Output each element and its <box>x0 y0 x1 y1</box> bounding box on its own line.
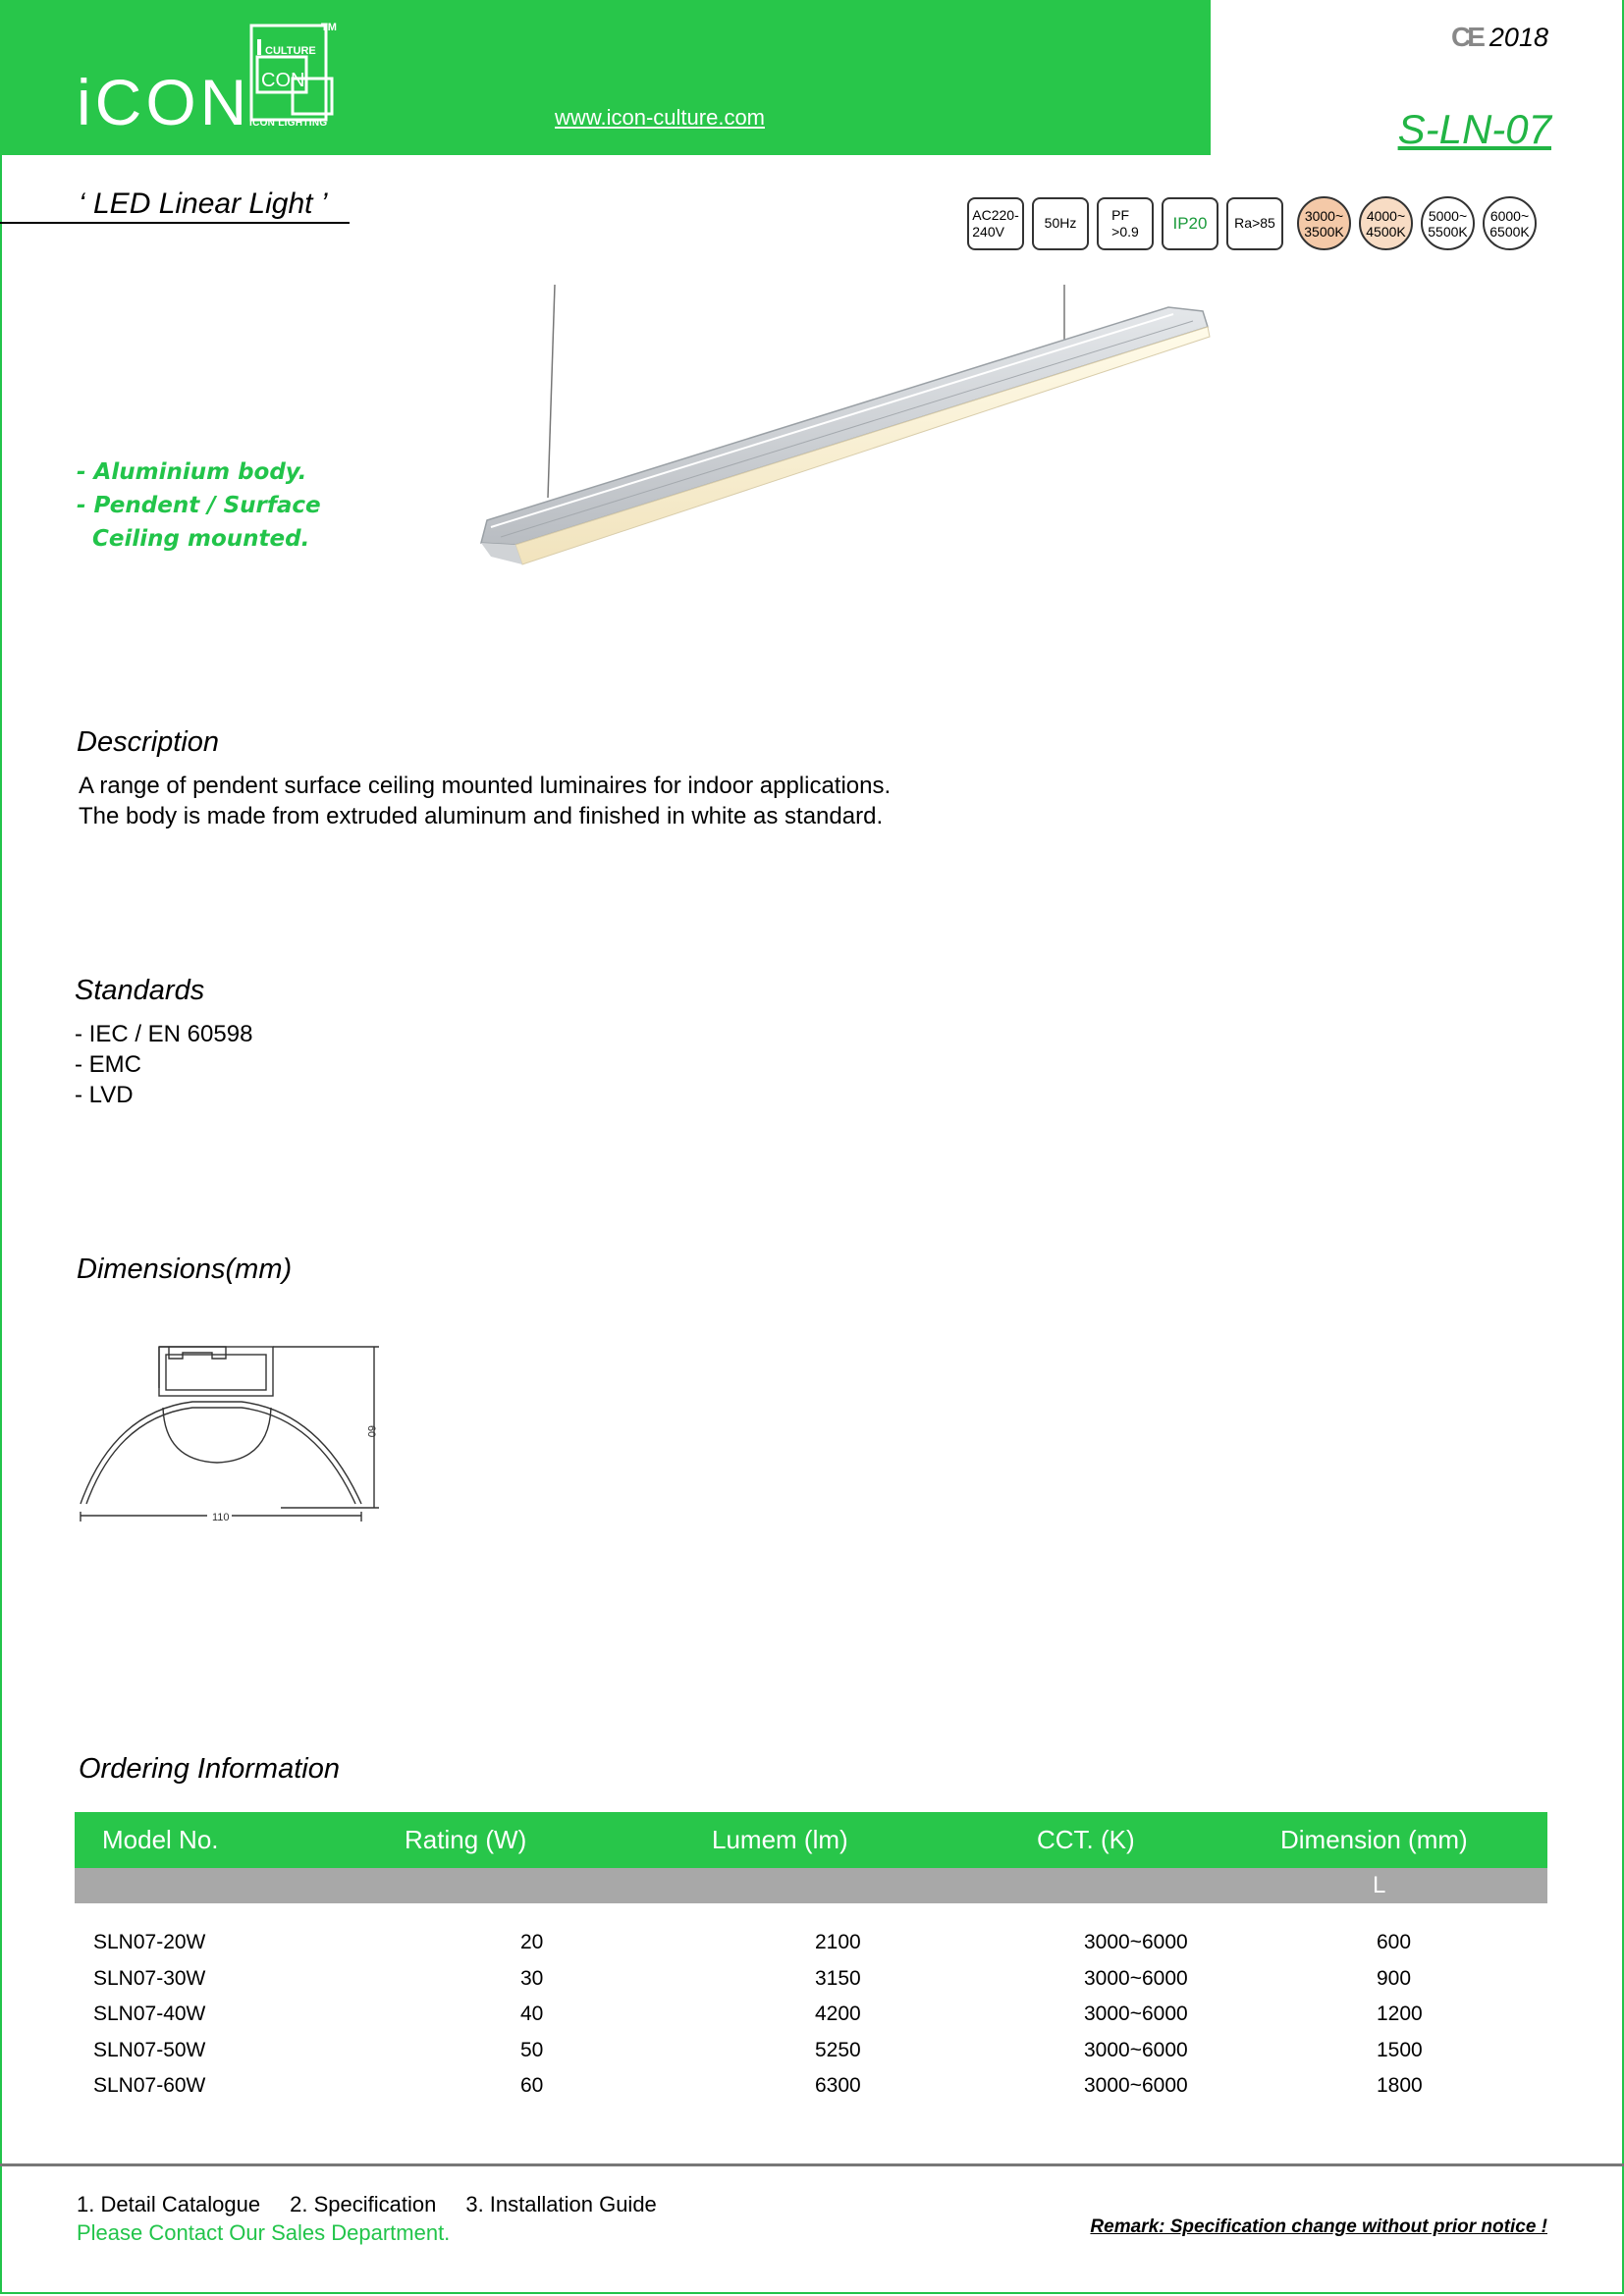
standards-list <box>75 1019 252 1110</box>
cell-cct: 3000~6000 <box>1084 2074 1188 2098</box>
cross-section-drawing <box>75 1343 379 1522</box>
cell-model: SLN07-30W <box>93 1966 206 1990</box>
cct-badge-5000: 5000~ 5500K <box>1421 196 1475 250</box>
website-link[interactable]: www.icon-culture.com <box>555 105 765 130</box>
cell-model: SLN07-20W <box>93 1931 206 1954</box>
column-header-model: Model No. <box>102 1825 219 1854</box>
column-header-cct: CCT. (K) <box>1037 1825 1135 1854</box>
standard-item: - LVD <box>75 1082 134 1108</box>
cell-model: SLN07-50W <box>93 2038 206 2061</box>
voltage-badge: AC220- 240V <box>967 197 1024 250</box>
cct-badge-3000: 3000~ 3500K <box>1297 196 1351 250</box>
cell-dimension: 1800 <box>1377 2074 1423 2098</box>
description-body <box>79 771 891 831</box>
table-header-row <box>75 1812 1547 1868</box>
logo-caption: ICON LIGHTING <box>249 118 328 129</box>
cell-rating: 30 <box>520 1966 544 1990</box>
cell-rating: 40 <box>520 2002 544 2026</box>
table-row <box>75 2033 1547 2069</box>
table-body <box>75 1925 1547 2105</box>
footer-divider <box>0 2163 1624 2166</box>
ordering-table <box>75 1812 1547 2105</box>
cell-lumen: 3150 <box>815 1966 861 1990</box>
feature-item: - Aluminium body. <box>77 459 307 485</box>
brand-name: iCON <box>77 66 251 138</box>
cell-cct: 3000~6000 <box>1084 1931 1188 1954</box>
footer-contact-note: Please Contact Our Sales Department. <box>77 2220 451 2245</box>
cell-rating: 50 <box>520 2038 544 2061</box>
header-banner <box>0 0 1211 155</box>
cell-cct: 3000~6000 <box>1084 2038 1188 2061</box>
table-row <box>75 1997 1547 2033</box>
column-header-dimension: Dimension (mm) <box>1280 1825 1468 1854</box>
cell-model: SLN07-40W <box>93 2002 206 2026</box>
cell-lumen: 5250 <box>815 2038 861 2061</box>
power-factor-badge: PF >0.9 <box>1097 197 1154 250</box>
cell-cct: 3000~6000 <box>1084 2002 1188 2026</box>
cell-rating: 20 <box>520 1931 544 1954</box>
column-header-rating: Rating (W) <box>405 1825 527 1854</box>
detail-catalogue-link[interactable]: 1. Detail Catalogue <box>77 2192 261 2216</box>
description-heading: Description <box>77 726 220 758</box>
cell-dimension: 900 <box>1377 1966 1412 1990</box>
table-row <box>75 1961 1547 1998</box>
description-line: The body is made from extruded aluminum and finished in white as standard. <box>79 803 884 829</box>
dimensions-heading: Dimensions(mm) <box>77 1254 293 1285</box>
column-subheader-length: L <box>1373 1872 1386 1898</box>
cell-model: SLN07-60W <box>93 2074 206 2098</box>
spec-badges <box>967 196 1537 250</box>
frequency-badge: 50Hz <box>1032 197 1089 250</box>
specification-link[interactable]: 2. Specification <box>290 2192 437 2216</box>
cell-lumen: 2100 <box>815 1931 861 1954</box>
product-photo <box>461 280 1227 574</box>
icon-culture-logo <box>247 22 338 130</box>
ordering-heading: Ordering Information <box>79 1753 340 1785</box>
ce-mark-icon: CE <box>1451 22 1482 52</box>
feature-list <box>77 455 321 556</box>
cct-badge-6000: 6000~ 6500K <box>1483 196 1537 250</box>
cct-badge-4000: 4000~ 4500K <box>1359 196 1413 250</box>
feature-item: Ceiling mounted. <box>77 526 310 552</box>
cell-lumen: 6300 <box>815 2074 861 2098</box>
description-line: A range of pendent surface ceiling mounted luminaires for indoor applications. <box>79 773 892 799</box>
footer-remark: Remark: Specification change without prior notice ! <box>1090 2216 1547 2237</box>
height-dimension-label: 60 <box>365 1425 377 1438</box>
cell-rating: 60 <box>520 2074 544 2098</box>
cell-dimension: 600 <box>1377 1931 1412 1954</box>
footer-document-links <box>77 2192 657 2217</box>
logo-con-text: CON <box>261 70 305 91</box>
ip-rating-badge: IP20 <box>1162 197 1218 250</box>
logo-culture-text: CULTURE <box>265 45 316 57</box>
cell-lumen: 4200 <box>815 2002 861 2026</box>
model-code: S-LN-07 <box>1397 106 1551 152</box>
installation-guide-link[interactable]: 3. Installation Guide <box>465 2192 657 2216</box>
column-header-lumen: Lumem (lm) <box>712 1825 848 1854</box>
cell-cct: 3000~6000 <box>1084 1966 1188 1990</box>
cri-badge: Ra>85 <box>1226 197 1283 250</box>
product-title: ‘ LED Linear Light ’ <box>0 187 350 224</box>
width-dimension-label: 110 <box>212 1512 230 1522</box>
cell-dimension: 1200 <box>1377 2002 1423 2026</box>
cell-dimension: 1500 <box>1377 2038 1423 2061</box>
cct-badges <box>1297 196 1537 250</box>
trademark-mark: TM <box>321 22 337 33</box>
year: 2018 <box>1489 22 1548 52</box>
standard-item: - IEC / EN 60598 <box>75 1021 253 1047</box>
table-row <box>75 2068 1547 2105</box>
table-row <box>75 1925 1547 1961</box>
table-subheader-row <box>75 1868 1547 1903</box>
standards-heading: Standards <box>75 975 205 1006</box>
ce-year-label <box>1451 22 1548 53</box>
standard-item: - EMC <box>75 1051 141 1078</box>
feature-item: - Pendent / Surface <box>77 493 321 518</box>
